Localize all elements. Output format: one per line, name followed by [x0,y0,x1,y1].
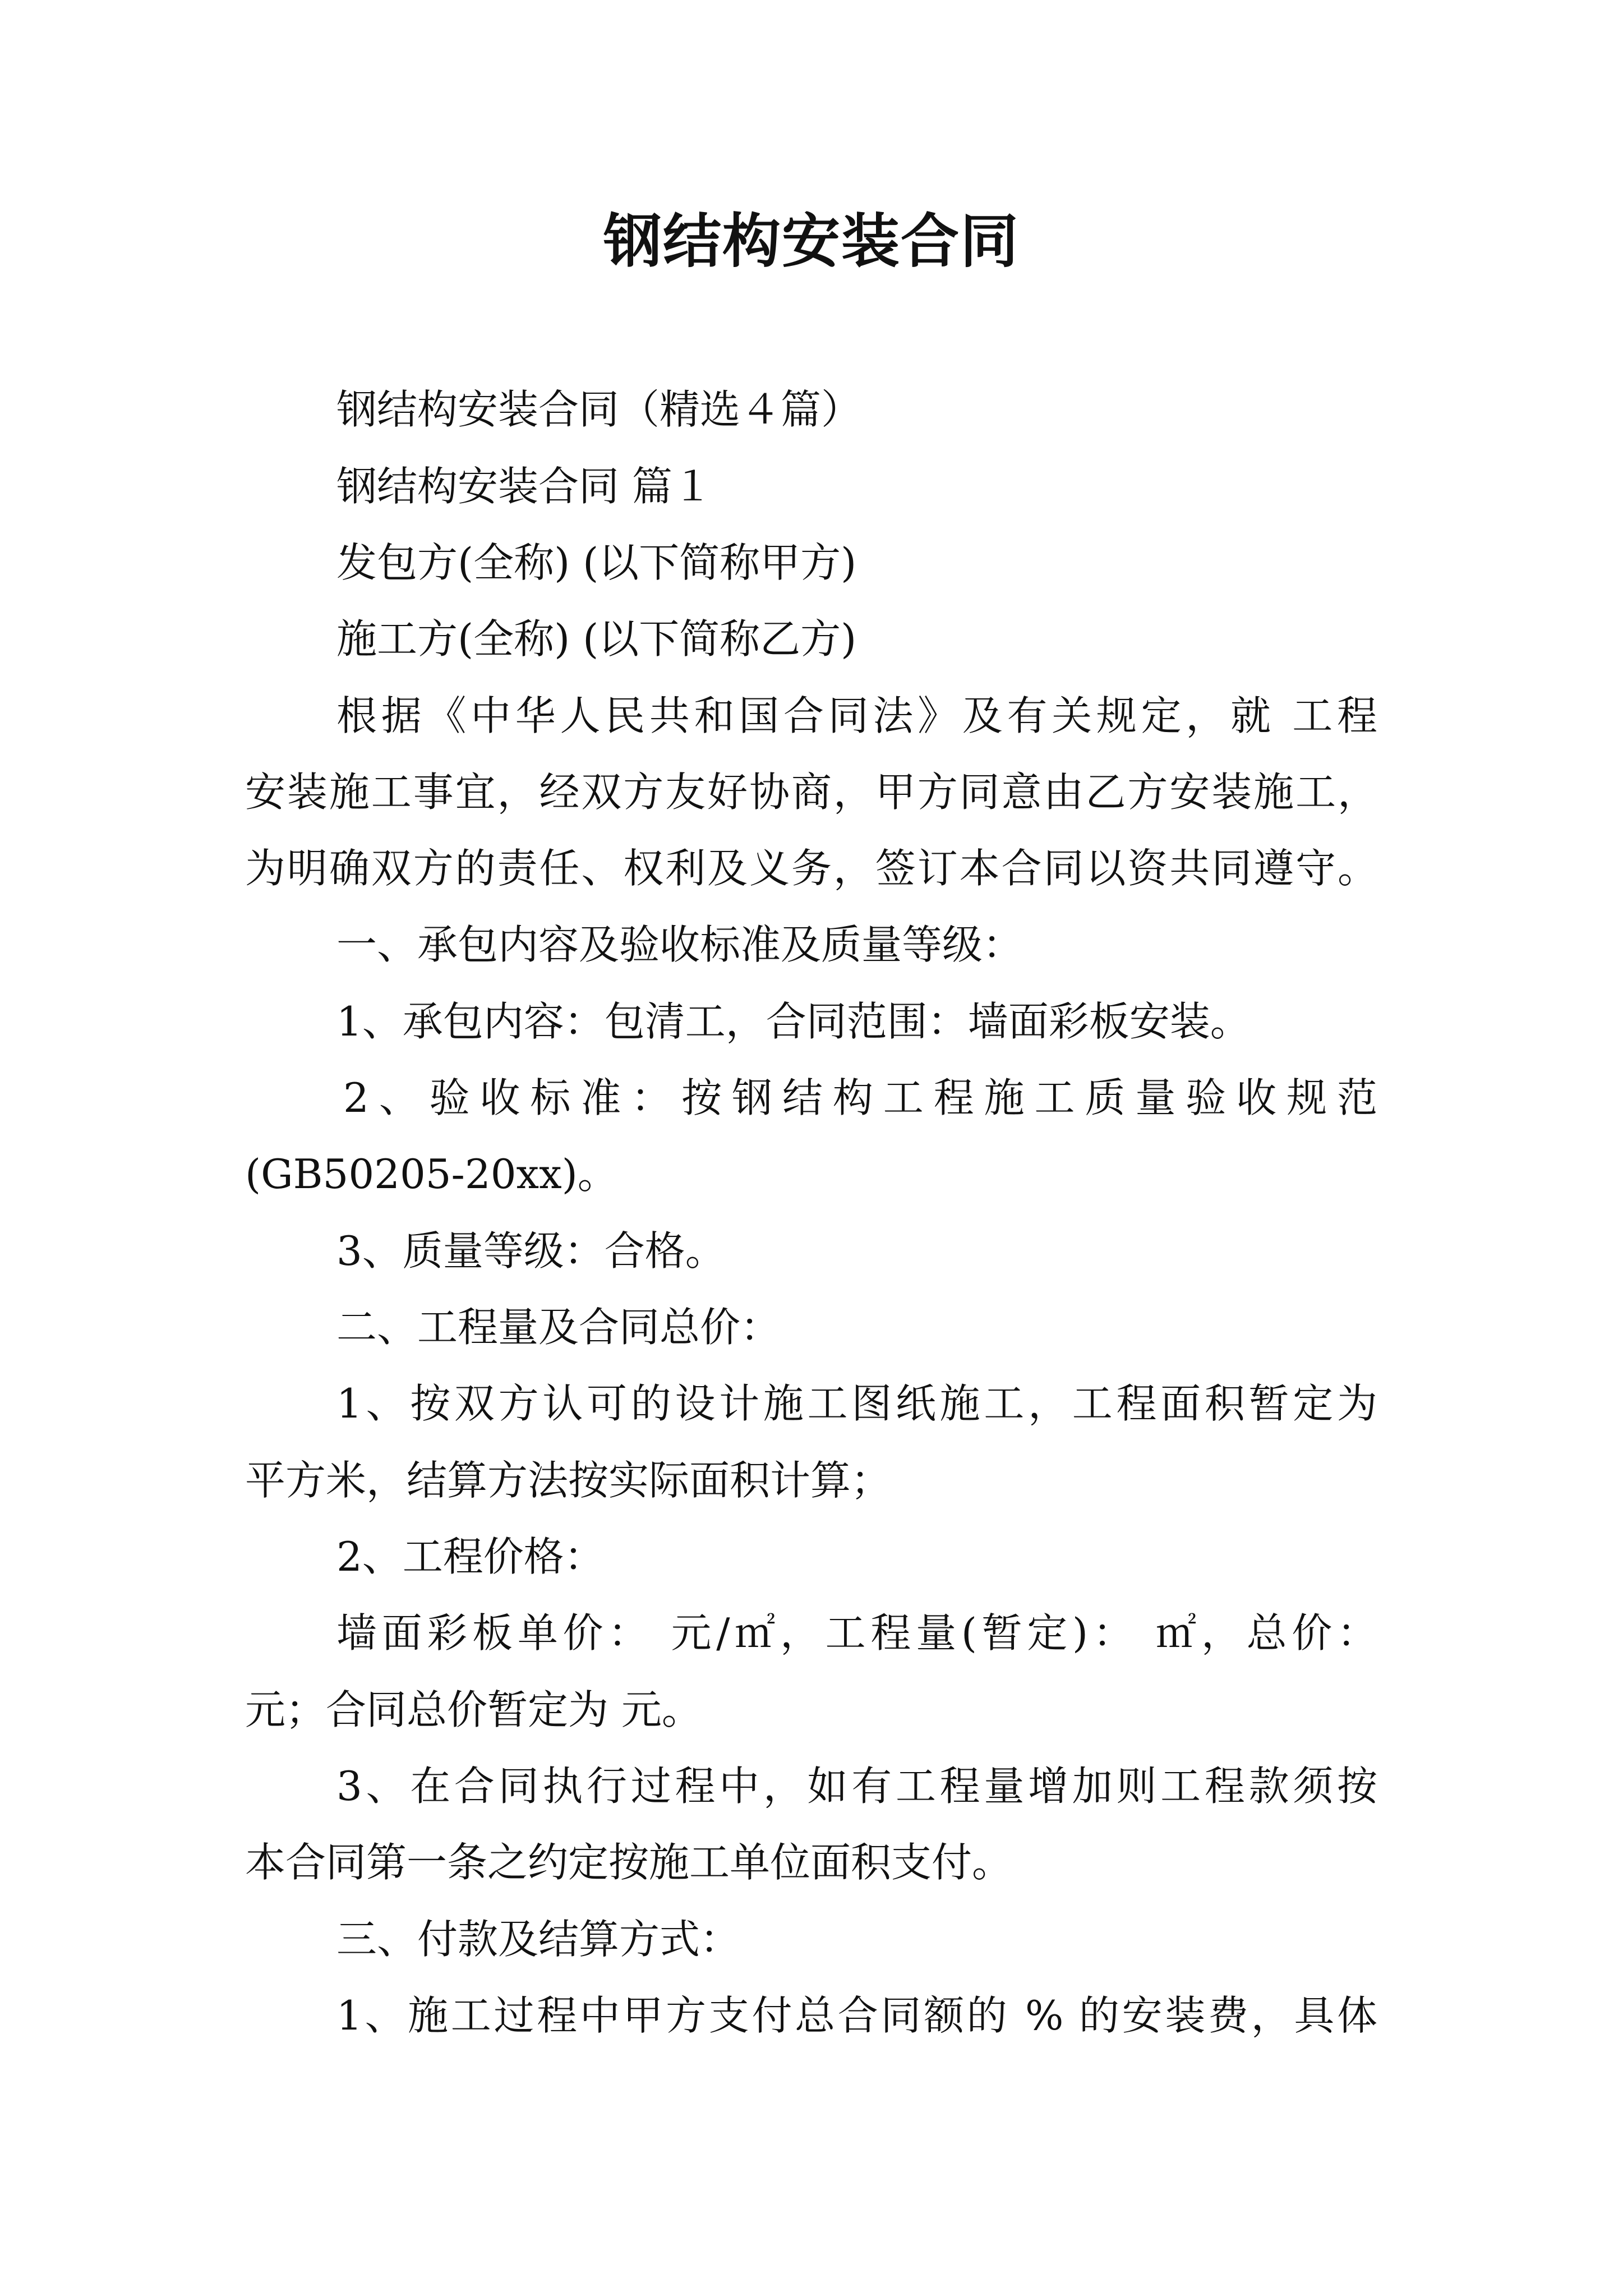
doc-line-preamble-2: 安装施工事宜，经双方友好协商，甲方同意由乙方安装施工， [245,769,1378,816]
doc-line-clause-2-heading: 二、工程量及合同总价： [336,1304,781,1351]
doc-line-party-b: 施工方(全称) (以下简称乙方) [336,615,857,662]
doc-line-clause-2-3: 3、在合同执行过程中，如有工程量增加则工程款须按 [336,1763,1377,1810]
doc-line-clause-3-heading: 三、付款及结算方式： [336,1916,741,1963]
doc-line-clause-1-2: 2、验收标准：按钢结构工程施工质量验收规范 [343,1074,1377,1121]
doc-line-preamble-1: 根据《中华人民共和国合同法》及有关规定，就 工程 [336,692,1377,739]
doc-line-preamble-3: 为明确双方的责任、权利及义务，签订本合同以资共同遵守。 [245,845,1378,892]
doc-line-clause-2-1-cont: 平方米，结算方法按实际面积计算； [245,1457,892,1504]
doc-line-clause-2-1: 1、按双方认可的设计施工图纸施工，工程面积暂定为 [336,1380,1377,1427]
doc-line-clause-3-1: 1、施工过程中甲方支付总合同额的 % 的安装费，具体 [336,1992,1377,2039]
doc-line-clause-2-2-total: 元；合同总价暂定为 元。 [245,1686,702,1733]
doc-line-subtitle: 钢结构安装合同（精选４篇） [336,386,862,433]
doc-line-clause-2-2: 2、工程价格： [336,1533,605,1580]
doc-line-clause-2-2-price: 墙面彩板单价： 元/㎡，工程量(暂定)： ㎡，总价： [336,1609,1377,1657]
doc-line-clause-1-2-cont: (GB50205-20xx)。 [245,1151,618,1198]
doc-line-clause-1-1: 1、承包内容：包清工，合同范围：墙面彩板安装。 [336,998,1251,1045]
doc-line-clause-1-3: 3、质量等级：合格。 [336,1227,726,1274]
doc-line-party-a: 发包方(全称) (以下简称甲方) [336,539,857,586]
doc-line-section-heading: 钢结构安装合同 篇１ [336,463,713,510]
doc-line-clause-2-3-cont: 本合同第一条之约定按施工单位面积支付。 [245,1839,1013,1886]
doc-line-clause-1-heading: 一、承包内容及验收标准及质量等级： [336,921,1023,968]
document-title: 钢结构安装合同 [603,207,1020,275]
